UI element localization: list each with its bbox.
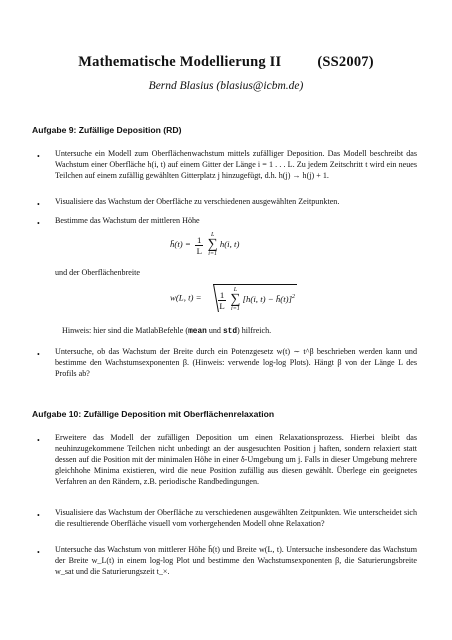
eq2-lhs: w(L, t) = — [170, 292, 202, 303]
term-label: (SS2007) — [317, 54, 374, 70]
eq2-fraction: $\frac{1}{L}$ — [219, 289, 225, 311]
eq2-term: [h(i, t) − h̄(t)] — [242, 294, 293, 305]
task9-item-power-law: Untersuche, ob das Wachstum der Breite durch ein Potenzgesetz w(t) ∼ t^β beschrieben werden kann und bestimme den Wachstumsexponenten β. (Hinweis: verwende log-log Plots). Hängt β von der Länge L des Profils ab? — [55, 347, 417, 378]
eq1-sum-icon: L ∑ i=1 — [207, 232, 218, 257]
sqrt-icon — [213, 284, 297, 313]
title-text: Mathematische Modellierung II — [78, 54, 282, 70]
task10-item-growth: Untersuche das Wachstum von mittlerer Höhe h̄(t) und Breite w(L, t). Untersuche insbesondere das Wachstum der Breite w_L(t) in einem log-log Plot und bestimme den Wachstumsexponenten β, die Saturierungsbreite w_sat und die Saturierungszeit t_×. — [55, 545, 417, 576]
bullet-icon: • — [37, 219, 40, 228]
task9-matlab-hint: Hinweis: hier sind die MatlabBefehle (mean und std) hilfreich. — [62, 326, 272, 336]
eq1-lhs: h̄(t) = — [170, 239, 191, 250]
bullet-icon: • — [37, 548, 40, 557]
eq1-term: h(i, t) — [219, 239, 240, 250]
bullet-icon: • — [37, 350, 40, 359]
task10-item-relaxation: Erweitere das Modell der zufälligen Deposition um einen Relaxationsprozess. Hierbei bleibt das neuhinzugekommene Teilchen nicht unbedingt an der ausgesuchten Position j haften, sondern relaxiert statt dessen auf die Position mit der minimalen Höhe in einer δ-Umgebung um j. Falls in dieser Umgebung mehrere gleichhohe Minima existieren, wird die neue Position zufällig aus diesen gewählt. Überlege ein geeignetes Verfahren an den Rändern, z.B. periodische Randbedingungen. — [55, 433, 417, 486]
bullet-icon: • — [37, 200, 40, 209]
task9-heading: Aufgabe 9: Zufällige Deposition (RD) — [32, 125, 182, 135]
code-mean: mean — [188, 328, 207, 336]
task9-item-mean-height: Bestimme das Wachstum der mittleren Höhe — [55, 216, 200, 225]
equation-surface-width — [170, 284, 297, 313]
eq2-exponent: 2 — [292, 294, 296, 301]
eq1-fraction: $\frac{1}{L}$ — [196, 234, 202, 256]
task9-item-visualize: Visualisiere das Wachstum der Oberfläche zu verschiedenen ausgewählten Zeitpunkten. — [55, 197, 340, 206]
eq2-sum-icon: L ∑ i=1 — [230, 287, 241, 312]
document-title — [0, 54, 452, 71]
bullet-icon: • — [37, 152, 40, 161]
code-std: std — [223, 328, 238, 336]
equation-mean-height — [170, 232, 239, 258]
author-line: Bernd Blasius (blasius@icbm.de) — [148, 80, 304, 92]
task10-item-visualize: Visualisiere das Wachstum der Oberfläche zu verschiedenen ausgewählten Zeitpunkten. Wie unterscheidet sich die resultierende Oberfläche visuell vom vorhergehenden Modell ohne Relaxation? — [55, 508, 417, 528]
task10-heading: Aufgabe 10: Zufällige Deposition mit Oberflächenrelaxation — [32, 409, 275, 419]
bullet-icon: • — [37, 436, 40, 445]
bullet-icon: • — [37, 511, 40, 520]
task9-width-intro: und der Oberflächenbreite — [55, 268, 140, 277]
task9-item-model: Untersuche ein Modell zum Oberflächenwachstum mittels zufälliger Deposition. Das Modell beschreibt das Wachstum einer Oberfläche h(i, t) auf einem Gitter der Länge i = 1 . . . L. Zu jedem Zeitschritt t wird ein neues Teilchen auf einem zufällig gewählten Gitterplatz j hinzugefügt, d.h. h(j) → h(j) + 1. — [55, 149, 417, 180]
